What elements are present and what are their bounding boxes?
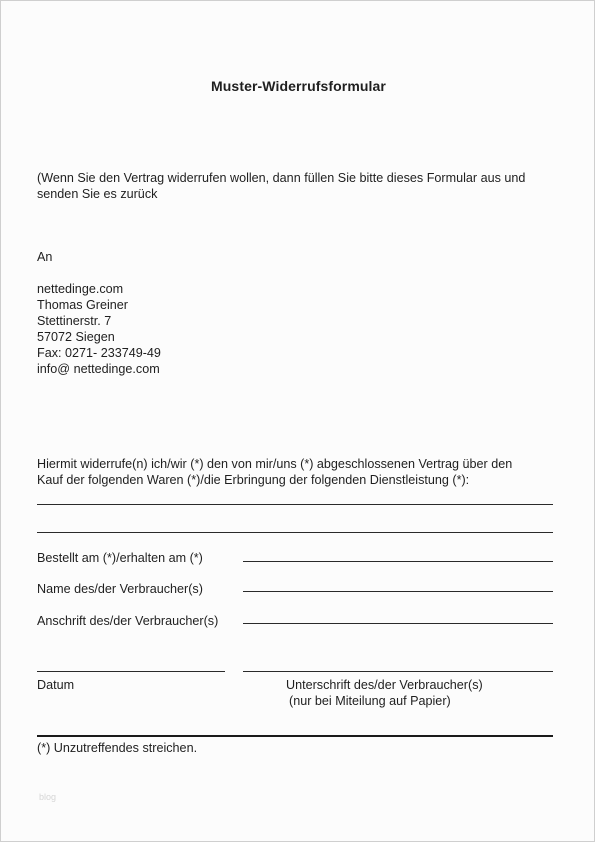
address-line-city: 57072 Siegen (37, 330, 115, 344)
footer-divider (37, 735, 553, 737)
consumer-address-label: Anschrift des/der Verbraucher(s) (37, 614, 219, 628)
signature-field[interactable] (243, 671, 553, 672)
goods-entry-line-1[interactable] (37, 504, 553, 505)
intro-line-2: senden Sie es zurück (37, 187, 158, 201)
signature-note: (nur bei Miteilung auf Papier) (289, 694, 451, 708)
declaration-line-1: Hiermit widerrufe(n) ich/wir (*) den von mir/uns (*) abgeschlossenen Vertrag über den (37, 457, 513, 471)
footnote: (*) Unzutreffendes streichen. (37, 741, 198, 755)
date-label: Datum (37, 678, 75, 692)
address-line-fax: Fax: 0271- 233749-49 (37, 346, 161, 360)
intro-line-1: (Wenn Sie den Vertrag widerrufen wollen, dann füllen Sie bitte dieses Formular aus und (37, 171, 526, 185)
declaration-line-2: Kauf der folgenden Waren (*)/die Erbringung der folgenden Dienstleistung (*): (37, 473, 470, 487)
address-line-street: Stettinerstr. 7 (37, 314, 112, 328)
ordered-date-label: Bestellt am (*)/erhalten am (*) (37, 551, 203, 565)
ordered-date-field[interactable] (243, 561, 553, 562)
date-field[interactable] (37, 671, 225, 672)
consumer-name-field[interactable] (243, 591, 553, 592)
consumer-name-label: Name des/der Verbraucher(s) (37, 582, 203, 596)
watermark: blog (39, 792, 57, 802)
address-line-email: info@ nettedinge.com (37, 362, 160, 376)
address-line-name: Thomas Greiner (37, 298, 128, 312)
form-title: Muster-Widerrufsformular (211, 78, 386, 94)
address-line-company: nettedinge.com (37, 282, 124, 296)
consumer-address-field[interactable] (243, 623, 553, 624)
recipient-label: An (37, 250, 53, 264)
goods-entry-line-2[interactable] (37, 532, 553, 533)
signature-label: Unterschrift des/der Verbraucher(s) (286, 678, 483, 692)
